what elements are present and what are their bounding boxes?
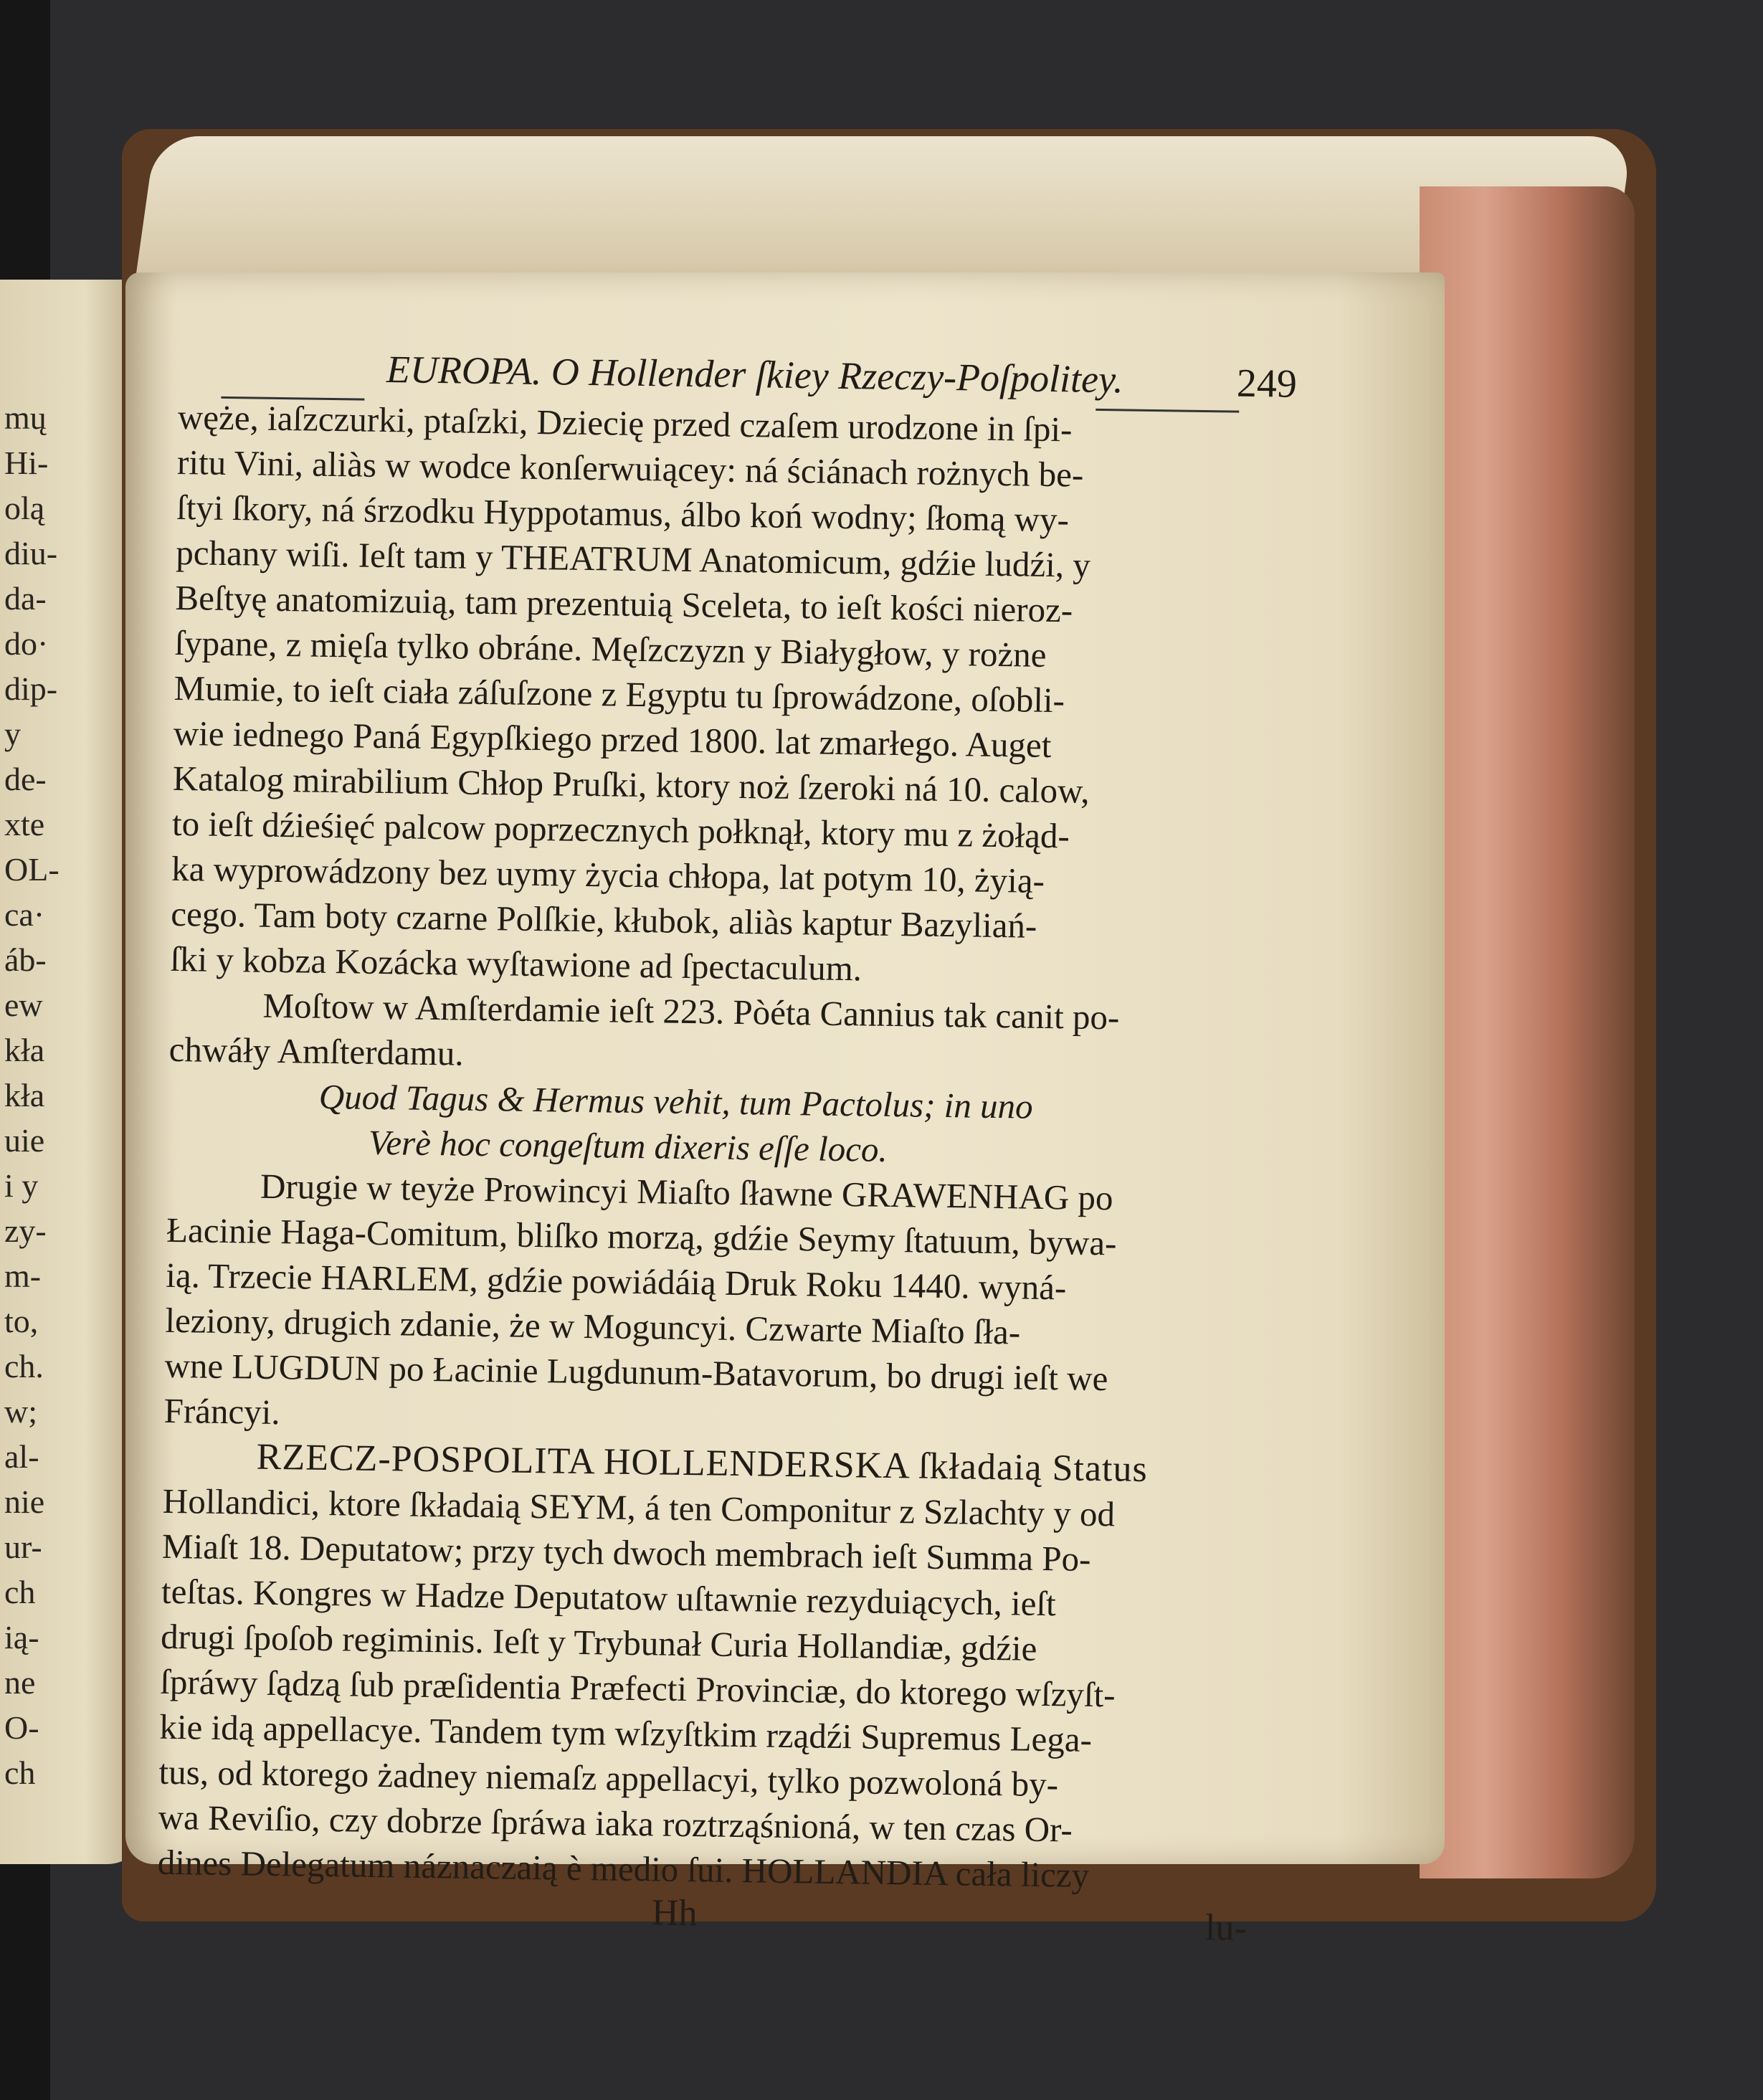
text-line: Beſtyę anatomizuią, tam prezentuią Sceleta, to ieſt kości nieroz- [175,577,1073,630]
text-line: ſki y kobza Kozácka wyſtawione ad ſpectaculum. [170,939,863,989]
text-line: Fráncyi. [163,1390,280,1433]
left-page-text-fragment: de- [4,761,47,797]
left-page-text-fragment: y [4,716,21,752]
text-line: Łacinie Haga-Comitum, bliſko morzą, gdźie Seymy ſtatuum, bywa- [166,1210,1117,1263]
text-line: ritu Vini, aliàs w wodce konſerwuiącey: ná ściánach rożnych be- [176,442,1084,495]
left-page-text-fragment: w; [4,1393,37,1430]
text-line: teſtas. Kongres w Hadze Deputatow uſtawnie rezyduiących, ieſt [161,1571,1057,1624]
running-head-title: EUROPA. O Hollender ſkiey Rzeczy-Poſpolitey. [386,348,1123,402]
text-line: Moſtow w Amſterdamie ieſt 223. Pòéta Cannius tak canit po- [262,985,1120,1037]
text-line: ią. Trzecie HARLEM, gdźie powiádáią Druk Roku 1440. wyná- [165,1255,1067,1308]
left-page-text-fragment: zy- [4,1212,47,1249]
text-line: drugi ſpoſob regiminis. Ieſt y Trybunał Curia Hollandiæ, gdźie [160,1616,1037,1668]
verse-line: Quod Tagus & Hermus vehit, tum Pactolus; in uno [318,1076,1033,1126]
text-line: ſtyi ſkory, ná śrzodku Hyppotamus, álbo koń wodny; ſłomą wy- [176,487,1070,540]
left-page-text-fragment: diu- [4,535,58,571]
paragraph-1 [170,394,1296,997]
left-page-text-fragment: mų [4,399,47,436]
left-page-text-fragment: da- [4,580,47,617]
left-page-text-fragment: Hi- [4,445,49,481]
left-page-text-fragment: ch. [4,1348,44,1384]
left-page-text-fragment: olą [4,490,45,526]
left-page-text-fragment: do· [4,625,49,662]
text-line: Hollandici, ktore ſkładaią SEYM, á ten Componitur z Szlachty y od [162,1481,1116,1534]
text-line: leziony, drugich zdanie, że w Moguncyi. Czwarte Miaſto ſła- [165,1300,1021,1352]
left-page-text-fragment: ew [4,987,43,1023]
text-line: Mumie, to ieſt ciała záſuſzone z Egyptu tu ſprowádzone, oſobli- [174,667,1065,721]
left-page-text-fragment: ne [4,1664,36,1701]
text-line: pchany wiſi. Ieſt tam y THEATRUM Anatomicum, gdźie ludźi, y [176,532,1091,585]
left-page-text-fragment: ca· [4,896,45,933]
body-text [157,394,1296,1901]
running-head [178,315,1297,410]
page-content [157,315,1298,1949]
left-page-text-fragment: xte [4,806,45,842]
text-line: Miaſt 18. Deputatow; przy tych dwoch membrach ieſt Summa Po- [161,1526,1091,1579]
page-number: 249 [1236,361,1298,407]
left-page-text-fragment: al- [4,1438,39,1475]
text-line: ſypane, z mięſa tylko obráne. Męſzczyzn y Białygłow, y rożne [174,622,1047,675]
text-line: to ieſt dźieśięć palcow poprzecznych połknął, ktory mu z żołąd- [171,803,1070,856]
text-line: kie idą appellacye. Tandem tym wſzyſtkim rządźi Supremus Lega- [159,1706,1093,1759]
catchword: lu- [1204,1907,1248,1949]
text-line: dines Delegatum náznaczaią è medio ſui. HOLLANDIA cała liczy [157,1842,1090,1895]
left-page-text-fragment: kła [4,1032,45,1068]
left-page-text-fragment: kła [4,1077,45,1113]
left-page-text-fragment: OL- [4,851,60,888]
left-page-text-fragment: dip- [4,670,58,707]
verse-line: Verè hoc congeſtum dixeris eſſe loco. [368,1122,888,1169]
text-line: węże, iaſzczurki, ptaſzki, Dziecię przed czaſem urodzone in ſpi- [177,396,1073,450]
text-line: chwáły Amſterdamu. [168,1029,465,1073]
left-page-text-fragment: ch [4,1574,36,1610]
text-line: wa Reviſio, czy dobrze ſpráwa iaka roztrząśnioná, w ten czas Or- [158,1797,1073,1850]
signature-mark: Hh [651,1892,698,1934]
left-page-text-fragment: ią- [4,1619,39,1655]
text-line: ſpráwy ſądzą ſub præſidentia Præfecti Provinciæ, do ktorego wſzyſt- [160,1661,1116,1715]
page-block-fore-edge [1420,186,1635,1878]
left-page-text-fragment: nie [4,1483,45,1520]
text-line: ka wyprowádzony bez uymy życia chłopa, lat potym 10, żyią- [171,848,1045,901]
text-line: Katalog mirabilium Chłop Pruſki, ktory noż ſzeroki ná 10. calow, [172,758,1090,811]
left-page-text-fragment: O- [4,1709,39,1746]
left-page-text-fragment: ch [4,1754,36,1791]
verse [168,1072,1288,1178]
left-page-text-fragment: i y [4,1167,39,1204]
left-page-text-fragment: ur- [4,1529,42,1565]
paragraph-2 [168,982,1288,1088]
text-line: wne LUGDUN po Łacinie Lugdunum-Batavorum, bo drugi ieſt we [164,1345,1108,1399]
paragraph-3 [163,1162,1286,1449]
text-line: Drugie w teyże Prowincyi Miaſto ſławne GRAWENHAG po [260,1166,1113,1218]
left-page-text-fragment: to, [4,1303,39,1339]
text-line: cego. Tam boty czarne Polſkie, kłubok, aliàs kaptur Bazyliań- [170,893,1037,946]
paragraph-4 [157,1433,1282,1901]
left-page-text-fragment: áb- [4,941,47,978]
left-page-text-fragment: uie [4,1122,45,1159]
text-line: tus, od ktorego żadney niemaſz appellacyi, tylko pozwoloná by- [158,1752,1059,1805]
left-page-text-fragment: m- [4,1258,42,1294]
text-line: wie iednego Paná Egypſkiego przed 1800. lat zmarłego. Auget [173,713,1052,766]
text-line: RZECZ-POSPOLITA HOLLENDERSKA ſkładaią Status [256,1436,1149,1491]
